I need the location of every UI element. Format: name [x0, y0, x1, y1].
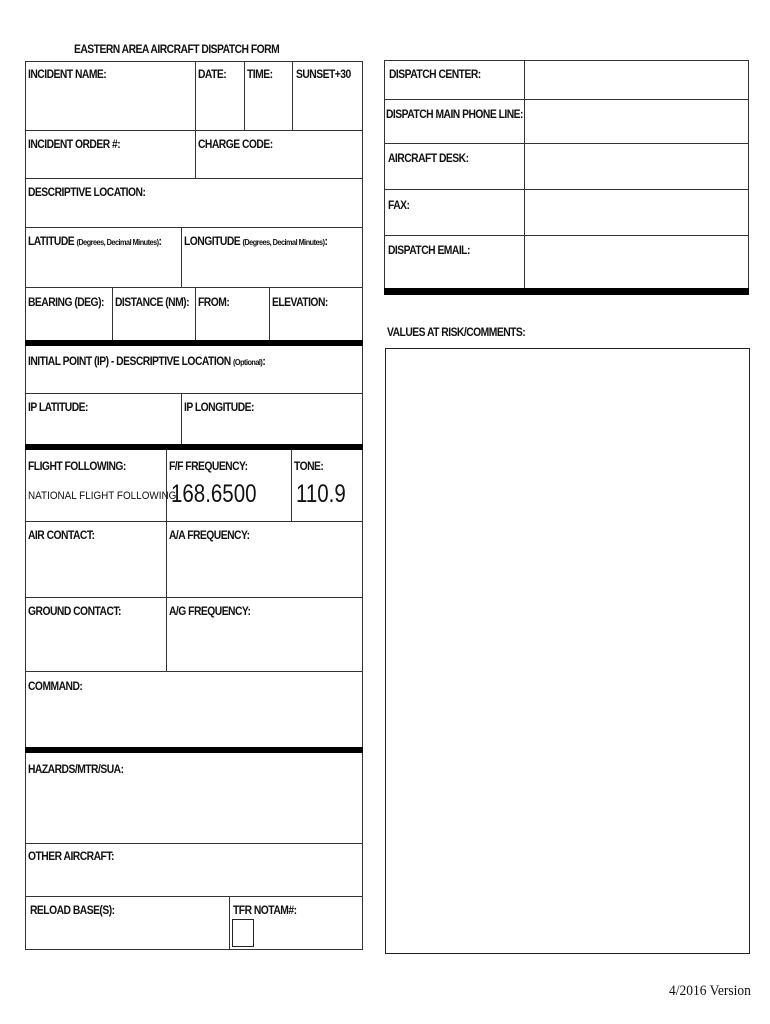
ip-longitude-field[interactable]	[182, 415, 361, 443]
command-field[interactable]	[26, 695, 361, 745]
dispatch-center-field[interactable]	[525, 61, 748, 98]
section-divider	[25, 340, 363, 346]
section-divider	[25, 747, 363, 753]
other-aircraft-label: OTHER AIRCRAFT:	[28, 849, 114, 863]
ip-latitude-field[interactable]	[26, 415, 180, 443]
values-at-risk-label: VALUES AT RISK/COMMENTS:	[387, 325, 526, 339]
dispatch-phone-label: DISPATCH MAIN PHONE LINE:	[386, 107, 523, 121]
ff-frequency-label: F/F FREQUENCY:	[169, 459, 248, 473]
charge-code-label: CHARGE CODE:	[198, 137, 273, 151]
dispatch-center-label: DISPATCH CENTER:	[389, 67, 481, 81]
elevation-label: ELEVATION:	[272, 295, 328, 309]
ag-frequency-label: A/G FREQUENCY:	[169, 604, 251, 618]
descriptive-location-label: DESCRIPTIVE LOCATION:	[28, 185, 146, 199]
dispatch-phone-field[interactable]	[525, 100, 748, 142]
from-field[interactable]	[196, 310, 268, 338]
dispatch-email-label: DISPATCH EMAIL:	[388, 243, 470, 257]
reload-base-label: RELOAD BASE(S):	[30, 903, 115, 917]
aa-frequency-field[interactable]	[167, 544, 361, 595]
aircraft-desk-label: AIRCRAFT DESK:	[388, 151, 469, 165]
flight-following-label: FLIGHT FOLLOWING:	[28, 459, 126, 473]
tone-label: TONE:	[294, 459, 324, 473]
sunset-field[interactable]	[293, 82, 361, 128]
longitude-label: LONGITUDE (Degrees, Decimal Minutes):	[184, 234, 328, 248]
ip-latitude-label: IP LATITUDE:	[28, 400, 88, 414]
bearing-label: BEARING (DEG):	[28, 295, 104, 309]
reload-base-field[interactable]	[26, 918, 228, 948]
distance-field[interactable]	[113, 310, 194, 338]
tfr-notam-label: TFR NOTAM#:	[233, 903, 297, 917]
initial-point-label: INITIAL POINT (IP) - DESCRIPTIVE LOCATION (Optional):	[28, 354, 266, 368]
incident-order-label: INCIDENT ORDER #:	[28, 137, 121, 151]
tfr-notam-checkbox[interactable]	[232, 919, 254, 947]
flight-following-value[interactable]: NATIONAL FLIGHT FOLLOWING	[28, 490, 177, 502]
aircraft-desk-field[interactable]	[525, 144, 748, 188]
ff-frequency-value[interactable]: 168.6500	[171, 480, 257, 508]
date-label: DATE:	[198, 67, 227, 81]
charge-code-field[interactable]	[196, 152, 361, 176]
hazards-label: HAZARDS/MTR/SUA:	[28, 762, 124, 776]
aa-frequency-label: A/A FREQUENCY:	[169, 528, 250, 542]
fax-label: FAX:	[388, 198, 410, 212]
incident-name-field[interactable]	[26, 82, 194, 128]
time-field[interactable]	[245, 82, 291, 128]
dispatch-email-field[interactable]	[525, 236, 748, 287]
latitude-label: LATITUDE (Degrees, Decimal Minutes):	[28, 234, 162, 248]
other-aircraft-field[interactable]	[26, 865, 361, 894]
longitude-field[interactable]	[182, 250, 361, 285]
latitude-field[interactable]	[26, 250, 180, 285]
sunset-label: SUNSET+30	[296, 67, 351, 81]
fax-field[interactable]	[525, 190, 748, 234]
incident-order-field[interactable]	[26, 152, 194, 176]
command-label: COMMAND:	[28, 679, 83, 693]
ground-contact-label: GROUND CONTACT:	[28, 604, 121, 618]
ip-longitude-label: IP LONGITUDE:	[184, 400, 254, 414]
date-field[interactable]	[196, 82, 243, 128]
initial-point-field[interactable]	[26, 370, 361, 392]
descriptive-location-field[interactable]	[26, 200, 361, 225]
ag-frequency-field[interactable]	[167, 620, 361, 669]
ground-contact-field[interactable]	[26, 620, 165, 669]
tone-value[interactable]: 110.9	[296, 480, 346, 508]
section-divider	[25, 444, 363, 450]
from-label: FROM:	[198, 295, 230, 309]
elevation-field[interactable]	[270, 310, 361, 338]
hazards-field[interactable]	[26, 778, 361, 841]
distance-label: DISTANCE (NM):	[115, 295, 189, 309]
air-contact-label: AIR CONTACT:	[28, 528, 95, 542]
section-divider	[384, 288, 749, 295]
version-label: 4/2016 Version	[669, 983, 751, 999]
incident-name-label: INCIDENT NAME:	[28, 67, 107, 81]
form-title: EASTERN AREA AIRCRAFT DISPATCH FORM	[74, 42, 280, 56]
values-at-risk-field[interactable]	[385, 348, 750, 954]
bearing-field[interactable]	[26, 310, 111, 338]
air-contact-field[interactable]	[26, 544, 165, 595]
time-label: TIME:	[247, 67, 273, 81]
